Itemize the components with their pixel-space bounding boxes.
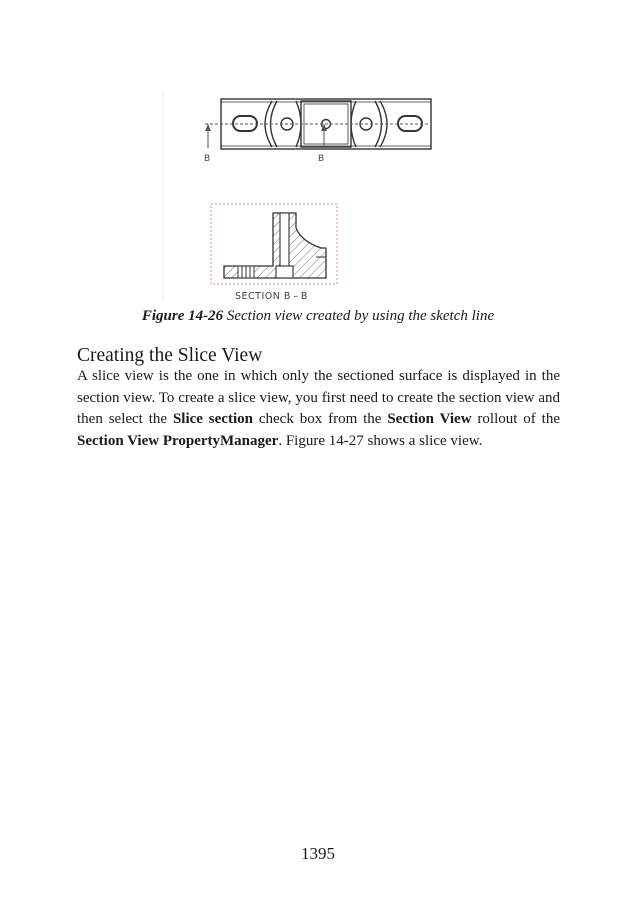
slice-section-term: Slice section <box>172 411 253 427</box>
section-label-left: B <box>204 154 211 164</box>
caption-label: Figure 14-26 <box>141 308 224 324</box>
section-label-right: B <box>318 154 325 164</box>
property-manager-term: Section View PropertyManager <box>77 432 279 449</box>
paragraph-text-4: . Figure 14-27 shows a slice view. <box>278 432 483 449</box>
paragraph-text-3: rollout of the <box>471 411 561 427</box>
page-number: 1395 <box>301 844 335 863</box>
body-paragraph <box>77 366 560 452</box>
paragraph-text-1: A slice view is the one in which only the sectioned surface is displayed in the section view. To create a slice view, you first need to create the section view and then select the <box>77 368 560 427</box>
figure-caption <box>0 306 636 326</box>
section-heading: Creating the Slice View <box>77 345 263 366</box>
section-view-rollout-term: Section View <box>387 411 472 427</box>
figure-14-26 <box>0 0 636 330</box>
section-view-label: SECTION B – B <box>235 291 308 302</box>
paragraph-text-2: check box from the <box>252 411 388 427</box>
section-view <box>211 204 337 302</box>
technical-drawing <box>0 0 636 330</box>
caption-text: Section view created by using the sketch line <box>226 308 495 324</box>
